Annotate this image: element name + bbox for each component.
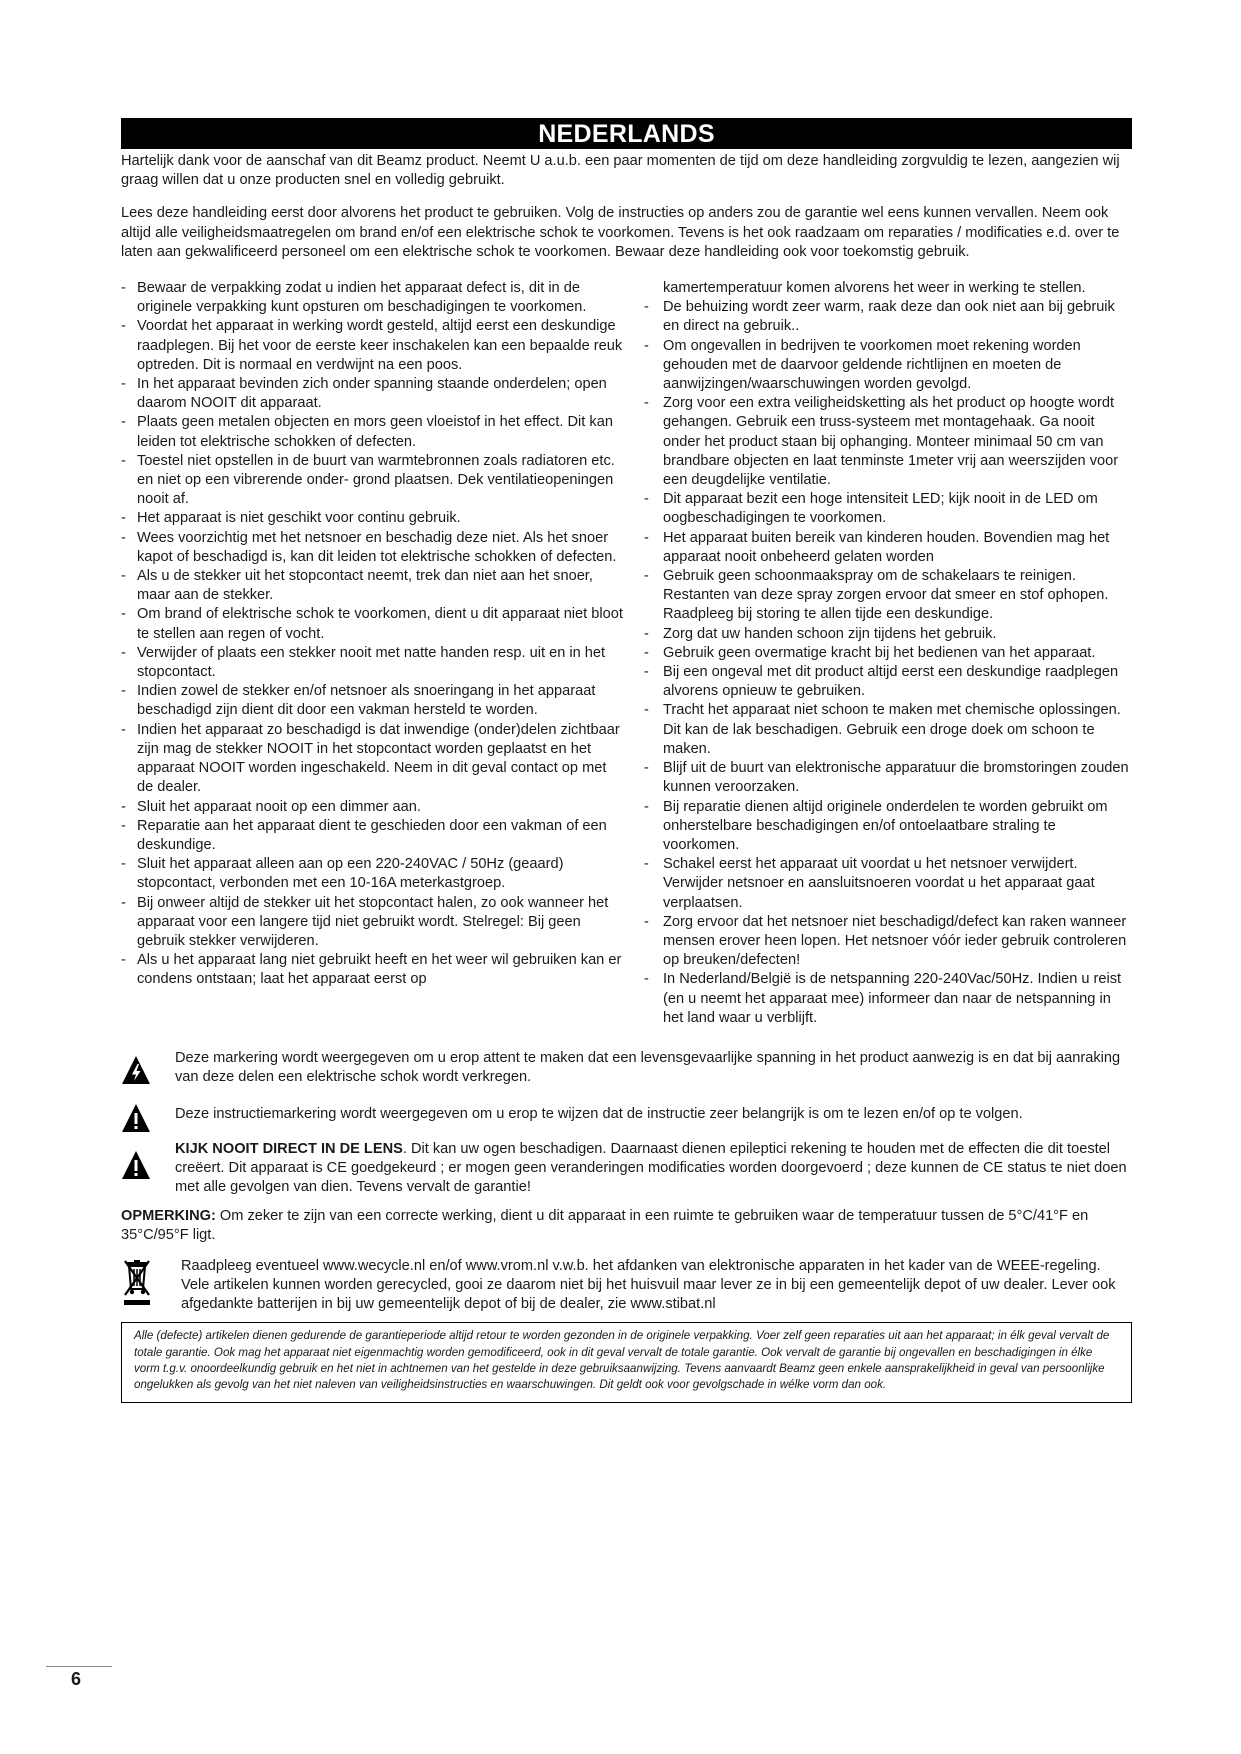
weee-text: Raadpleeg eventueel www.wecycle.nl en/of www.vrom.nl v.w.b. het afdanken van elektronische apparaten in het kader van de WEEE-regeling. Vele artikelen kunnen worden gerecycled, gooi ze daarom niet bij het huisvuil maar lever ze in bij een gemeentelijk depot of uw dealer. Lever ook afgedankte batterijen in bij uw gemeentelijk depot of bij de dealer, zie www.stibat.nl (181, 1257, 1116, 1312)
left-list-item: - Bewaar de verpakking zodat u indien het apparaat defect is, dit in de originele verpakking kunt opsturen om beschadigingen te voorkomen. (121, 279, 626, 317)
intro-paragraph-1: Hartelijk dank voor de aanschaf van dit Beamz product. Neemt U a.u.b. een paar momenten de tijd om deze handleiding zorgvuldig te lezen, aangezien wij graag willen dat u onze producten snel en volledig gebruikt. (121, 153, 1120, 189)
right-list-item: - Het apparaat buiten bereik van kinderen houden. Bovendien mag het apparaat nooit onbeheerd gelaten worden (644, 529, 1132, 567)
right-list-item: - Om ongevallen in bedrijven te voorkomen moet rekening worden gehouden met de daarvoor geldende richtlijnen en moeten de aanwijzingen/waarschuwingen worden gevolgd. (644, 337, 1132, 395)
left-list-item: - Indien het apparaat zo beschadigd is dat inwendige (onder)delen zichtbaar zijn mag de stekker NOOIT in het stopcontact worden geplaatst en het apparaat NOOIT worden ingeschakeld. Neem in dit geval contact op met de dealer. (121, 721, 626, 798)
safety-instructions (121, 279, 1132, 1028)
manual-page (121, 118, 1132, 1403)
remark-label: OPMERKING: (121, 1208, 216, 1225)
instruction-notice-text: Deze instructiemarkering wordt weergegeven om u erop te wijzen dat de instructie zeer belangrijk is om te lezen en/of op te volgen. (175, 1106, 1023, 1123)
page-number-rule (46, 1666, 112, 1667)
right-list-item: - Zorg ervoor dat het netsnoer niet beschadigd/defect kan raken wanneer mensen erover heen lopen. Het netsnoer vóór ieder gebruik controleren op breuken/defecten! (644, 913, 1132, 971)
right-list-item: - Bij een ongeval met dit product altijd eerst een deskundige raadplegen alvorens opnieuw te gebruiken. (644, 663, 1132, 701)
left-list-item: - Sluit het apparaat nooit op een dimmer aan. (121, 798, 626, 817)
lightning-warning-icon (121, 1055, 151, 1085)
left-list-item: - Voordat het apparaat in werking wordt gesteld, altijd eerst een deskundige raadplegen. Bij het voor de eerste keer inschakelen kan een bepaalde reuk optreden. Dit is normaal en verdwijnt na een poos. (121, 317, 626, 375)
right-list-item: - De behuizing wordt zeer warm, raak deze dan ook niet aan bij gebruik en direct na gebruik.. (644, 298, 1132, 336)
left-list-item: - Reparatie aan het apparaat dient te geschieden door een vakman of een deskundige. (121, 817, 626, 855)
left-list-item: - In het apparaat bevinden zich onder spanning staande onderdelen; open daarom NOOIT dit apparaat. (121, 375, 626, 413)
left-list-item: - Wees voorzichtig met het netsnoer en beschadig deze niet. Als het snoer kapot of beschadigd is, kan dit leiden tot elektrische schokken of defecten. (121, 529, 626, 567)
left-list-item: - Als u de stekker uit het stopcontact neemt, trek dan niet aan het snoer, maar aan de stekker. (121, 567, 626, 605)
right-list-item: - Tracht het apparaat niet schoon te maken met chemische oplossingen. Dit kan de lak beschadigen. Gebruik een droge doek om schoon te maken. (644, 701, 1132, 759)
exclamation-warning-icon (121, 1103, 151, 1133)
weee-notice (121, 1257, 1132, 1315)
left-safety-list (121, 279, 626, 990)
page-number: 6 (71, 1669, 82, 1689)
left-list-item: - Als u het apparaat lang niet gebruikt heeft en het weer wil gebruiken kan er condens ontstaan; laat het apparaat eerst op (121, 951, 626, 989)
instruction-notice (121, 1105, 1132, 1124)
left-column (121, 279, 626, 1028)
right-list-item: - In Nederland/België is de netspanning 220-240Vac/50Hz. Indien u reist (en u neemt het apparaat mee) informeer dan naar de netspanning in het land waar u verblijft. (644, 970, 1132, 1028)
warranty-box (121, 1322, 1132, 1403)
lens-notice (121, 1140, 1132, 1198)
remark-paragraph (121, 1207, 1132, 1245)
left-list-item: - Indien zowel de stekker en/of netsnoer als snoeringang in het apparaat beschadigd zijn dient dit door een vakman hersteld te worden. (121, 682, 626, 720)
voltage-notice-text: Deze markering wordt weergegeven om u erop attent te maken dat een levensgevaarlijke spanning in het product aanwezig is en dat bij aanraking van deze delen een elektrische schok wordt verkregen. (175, 1049, 1121, 1086)
voltage-notice (121, 1049, 1132, 1087)
right-safety-list (644, 279, 1132, 1028)
lens-warning-heading: KIJK NOOIT DIRECT IN DE LENS (175, 1140, 403, 1157)
left-list-item: - Om brand of elektrische schok te voorkomen, dient u dit apparaat niet bloot te stellen aan regen of vocht. (121, 605, 626, 643)
warranty-text: Alle (defecte) artikelen dienen gedurende de garantieperiode altijd retour te worden gezonden in de originele verpakking. Voer zelf geen reparaties uit aan het apparaat; in élk geval vervalt de totale garantie. Ook mag het apparaat niet eigenmachtig worden gemodificeerd, ook in dit geval vervalt de totale garantie. Ook vervalt de garantie bij ongevallen en beschadigingen in élke vorm t.g.v. onoordeelkundig gebruik en het niet in achtnemen van het gestelde in deze gebruiksaanwijzing. Tevens aanvaardt Beamz geen enkele aansprakelijkheid in geval van persoonlijke ongelukken als gevolg van het niet naleven van veiligheidsinstructies en waarschuwingen. Dit geldt ook voor gevolgschade in wélke vorm dan ook. (134, 1329, 1110, 1392)
intro-paragraph-2: Lees deze handleiding eerst door alvorens het product te gebruiken. Volg de instructies op anders zou de garantie wel eens kunnen vervallen. Neem ook altijd alle veiligheidsmaatregelen om brand en/of een elektrische schok te voorkomen. Tevens is het ook raadzaam om reparaties / modificaties e.d. over te laten aan gekwalificeerd personeel om een elektrische schok te voorkomen. Bewaar deze handleiding ook voor toekomstig gebruik. (121, 205, 1120, 260)
remark-text: Om zeker te zijn van een correcte werking, dient u dit apparaat in een ruimte te gebruiken waar de temperatuur tussen de 5°C/41°F en 35°C/95°F ligt. (121, 1208, 1089, 1244)
left-list-item: - Het apparaat is niet geschikt voor continu gebruik. (121, 509, 626, 528)
right-list-item: - Schakel eerst het apparaat uit voordat u het netsnoer verwijdert. Verwijder netsnoer en aansluitsnoeren voordat u het apparaat gaat verplaatsen. (644, 855, 1132, 913)
crossed-bin-icon (123, 1259, 151, 1309)
left-list-item: - Verwijder of plaats een stekker nooit met natte handen resp. uit en in het stopcontact. (121, 644, 626, 682)
left-list-item: - Sluit het apparaat alleen aan op een 220-240VAC / 50Hz (geaard) stopcontact, verbonden met een 10-16A meterkastgroep. (121, 855, 626, 893)
right-list-item: - Blijf uit de buurt van elektronische apparatuur die bromstoringen zouden kunnen veroorzaken. (644, 759, 1132, 797)
left-list-item: - Toestel niet opstellen in de buurt van warmtebronnen zoals radiatoren etc. en niet op een vibrerende onder- grond plaatsen. Dek ventilatieopeningen nooit af. (121, 452, 626, 510)
left-list-item: - Bij onweer altijd de stekker uit het stopcontact halen, zo ook wanneer het apparaat voor een langere tijd niet gebruikt wordt. Stelregel: Bij geen gebruik stekker verwijderen. (121, 894, 626, 952)
exclamation-warning-icon (121, 1150, 151, 1180)
right-list-item: - Bij reparatie dienen altijd originele onderdelen te worden gebruikt om onherstelbare beschadigingen en/of ontoelaatbare straling te voorkomen. (644, 798, 1132, 856)
right-list-item: - Gebruik geen schoonmaakspray om de schakelaars te reinigen. Restanten van deze spray zorgen ervoor dat smeer en stof ophopen. Raadpleeg bij storing te allen tijde een deskundige. (644, 567, 1132, 625)
list-item-continuation: kamertemperatuur komen alvorens het weer in werking te stellen. (663, 280, 1086, 297)
section-title: NEDERLANDS (121, 118, 1132, 149)
right-list-item: - Gebruik geen overmatige kracht bij het bedienen van het apparaat. (644, 644, 1132, 663)
right-column (644, 279, 1132, 1028)
right-list-item: - Zorg voor een extra veiligheidsketting als het product op hoogte wordt gehangen. Gebruik een truss-systeem met montagehaak. Ga nooit onder het product staan bij ophanging. Monteer minimaal 50 cm van brandbare objecten en laat tenminste 1meter vrij aan weerszijden voor een deugdelijke ventilatie. (644, 394, 1132, 490)
lens-warning-body: . Dit kan uw ogen beschadigen. Daarnaast dienen epileptici rekening te houden met de effecten die dit toestel creëert. Dit apparaat is CE goedgekeurd ; er mogen geen veranderingen modificaties worden doorgevoerd ; deze kunnen de CE status te niet doen met alle gevolgen van dien. Tevens vervalt de garantie! (175, 1140, 1127, 1195)
left-list-item: - Plaats geen metalen objecten en mors geen vloeistof in het effect. Dit kan leiden tot elektrische schokken of defecten. (121, 413, 626, 451)
lens-notice-text (175, 1140, 1132, 1198)
right-list-item: - Zorg dat uw handen schoon zijn tijdens het gebruik. (644, 625, 1132, 644)
right-list-item: - Dit apparaat bezit een hoge intensiteit LED; kijk nooit in de LED om oogbeschadigingen te voorkomen. (644, 490, 1132, 528)
